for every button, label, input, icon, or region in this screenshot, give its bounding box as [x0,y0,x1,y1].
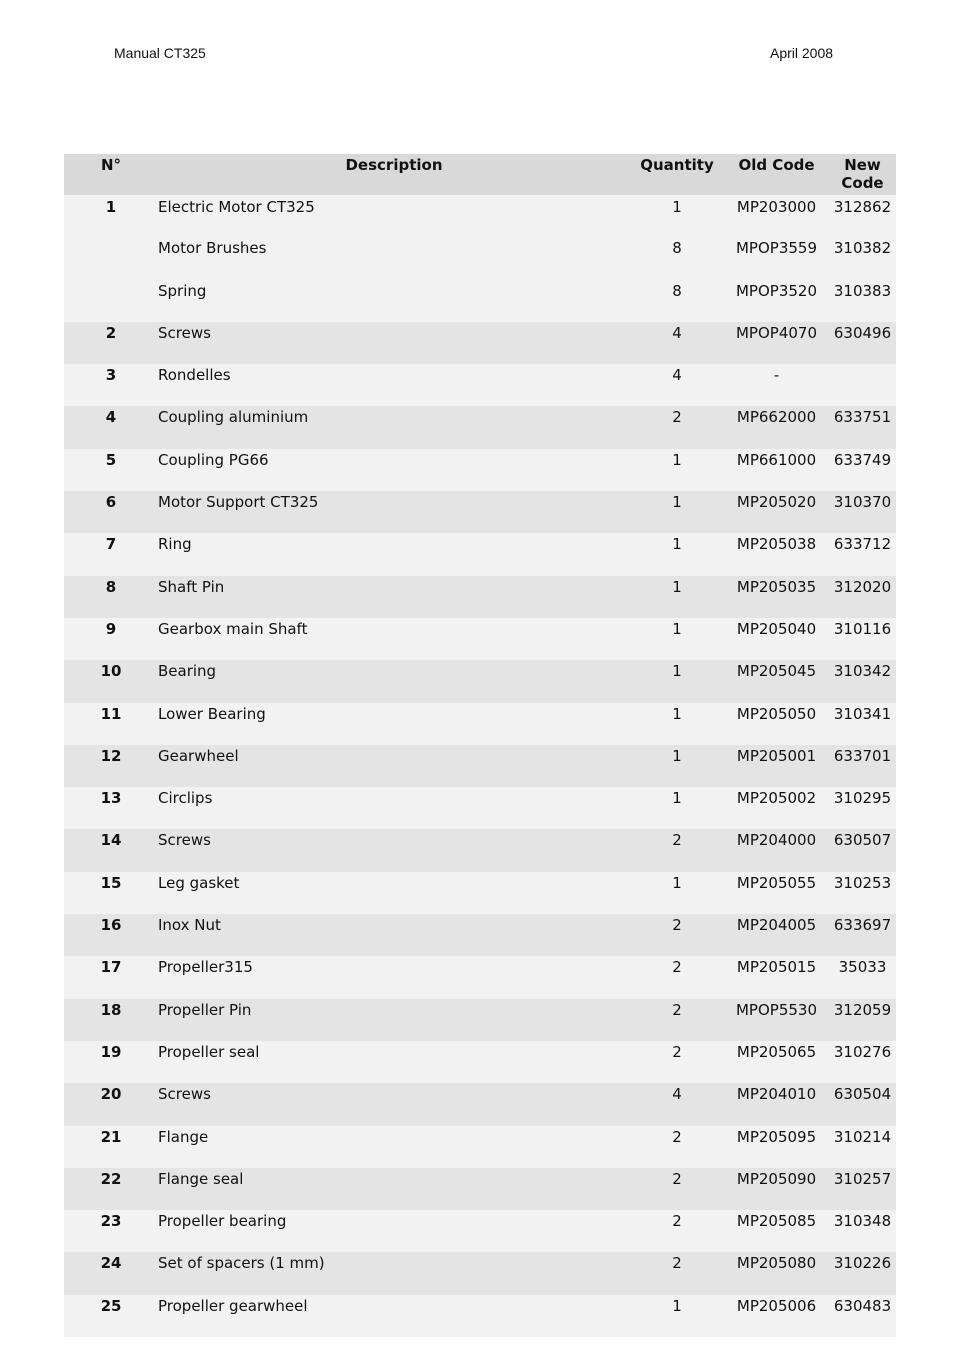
part-new-code: 633697 [833,916,892,935]
part-quantity: 2 [672,408,682,427]
part-old-code: MP205020 [736,493,817,512]
part-quantity: 2 [672,1127,682,1146]
part-old-code: MP204010 [736,1085,817,1104]
part-number: 16 [100,916,122,935]
part-quantity: 2 [672,1000,682,1019]
part-old-code: MP205065 [736,1042,817,1061]
parts-table-body [64,195,896,1337]
part-number: 13 [100,789,122,808]
part-description: Gearwheel [158,746,239,765]
table-row [64,1041,896,1083]
part-new-code: 312862 [833,198,892,216]
part-new-code: 633712 [833,535,892,554]
part-number: 17 [100,958,122,977]
table-row [64,999,896,1041]
part-old-code: MP205038 [736,535,817,554]
table-row [64,872,896,914]
parts-table-header [64,154,896,195]
part-quantity: 2 [672,1042,682,1061]
part-old-code: MP205006 [736,1296,817,1315]
part-number: 24 [100,1254,122,1273]
part-old-code: MPOP5530 [735,1000,817,1019]
table-row [64,195,896,237]
part-quantity: 2 [672,958,682,977]
part-quantity: 8 [672,239,682,258]
part-description: Rondelles [158,366,231,385]
table-row [64,280,896,322]
part-quantity: 1 [672,198,682,216]
part-description: Flange [158,1127,209,1146]
part-quantity: 1 [672,1296,682,1315]
part-number: 5 [105,450,117,469]
table-row [64,364,896,406]
part-old-code: MP204005 [736,916,817,935]
part-quantity: 1 [672,535,682,554]
part-description: Shaft Pin [158,577,225,596]
table-row [64,533,896,575]
part-new-code: 310116 [833,619,892,638]
part-number: 14 [100,831,122,850]
part-quantity: 2 [672,916,682,935]
part-quantity: 1 [672,704,682,723]
part-quantity: 1 [672,577,682,596]
part-quantity: 4 [672,1085,682,1104]
part-number [64,237,158,279]
part-new-code: 312020 [833,577,892,596]
part-number: 12 [100,746,122,765]
table-row [64,914,896,956]
part-old-code: MP205045 [736,662,817,681]
part-old-code: MP205040 [736,619,817,638]
part-description: Ring [158,535,192,554]
part-quantity: 2 [672,1254,682,1273]
part-quantity: 1 [672,746,682,765]
part-quantity: 4 [672,366,682,385]
part-new-code: 310226 [833,1254,892,1273]
part-old-code: MPOP3559 [735,239,817,258]
part-number: 10 [100,662,122,681]
table-row [64,576,896,618]
part-number: 9 [105,619,117,638]
part-quantity: 1 [672,789,682,808]
part-number [64,280,158,322]
part-description: Screws [158,323,211,342]
part-new-code: 310295 [833,789,892,808]
part-old-code: MP205035 [736,577,817,596]
column-header-quantity: Quantity [640,156,714,174]
table-row [64,449,896,491]
part-number: 2 [105,323,117,342]
part-quantity: 1 [672,493,682,512]
part-number: 23 [100,1212,122,1231]
document-date: April 2008 [770,45,834,61]
part-quantity: 4 [672,323,682,342]
part-description: Coupling PG66 [158,450,269,469]
part-new-code: 630504 [833,1085,892,1104]
part-new-code: 310370 [833,493,892,512]
part-old-code: MP203000 [736,198,817,216]
part-new-code: 310382 [833,239,892,258]
table-row [64,1210,896,1252]
table-row [64,618,896,660]
part-description: Motor Brushes [158,239,267,258]
column-header-new-code: New Code [841,156,884,192]
part-number: 15 [100,873,122,892]
part-new-code: 310257 [833,1169,892,1188]
part-new-code: 310276 [833,1042,892,1061]
table-row [64,1083,896,1125]
table-row [64,745,896,787]
part-old-code: MP205001 [736,746,817,765]
part-number: 20 [100,1085,122,1104]
table-row [64,703,896,745]
part-old-code: MP661000 [736,450,817,469]
part-new-code: 633751 [833,408,892,427]
document-title: Manual CT325 [114,45,206,61]
part-number: 1 [105,198,117,216]
part-old-code: MP205050 [736,704,817,723]
part-new-code: 630507 [833,831,892,850]
column-header-old-code: Old Code [738,156,815,174]
part-new-code: 630483 [833,1296,892,1315]
part-description: Set of spacers (1 mm) [158,1254,325,1273]
part-number: 4 [105,408,117,427]
part-quantity: 1 [672,450,682,469]
parts-table [64,154,896,1337]
table-row [64,491,896,533]
table-row [64,1252,896,1294]
part-quantity: 1 [672,619,682,638]
part-old-code: MP205095 [736,1127,817,1146]
part-new-code: 310348 [833,1212,892,1231]
column-header-description: Description [345,156,443,174]
part-new-code: 310341 [833,704,892,723]
part-description: Coupling aluminium [158,408,309,427]
part-description: Flange seal [158,1169,244,1188]
column-header-number: N° [100,156,122,174]
part-new-code: 310342 [833,662,892,681]
table-row [64,956,896,998]
part-new-code: 35033 [838,958,887,977]
part-number: 6 [105,493,117,512]
part-number: 19 [100,1042,122,1061]
table-row [64,1126,896,1168]
part-quantity: 2 [672,831,682,850]
table-row [64,1168,896,1210]
part-old-code: MPOP4070 [735,323,817,342]
part-new-code: 633749 [833,450,892,469]
table-row [64,406,896,448]
part-number: 22 [100,1169,122,1188]
table-row [64,660,896,702]
part-new-code [829,364,896,406]
part-number: 11 [100,704,122,723]
part-new-code: 310383 [833,281,892,300]
part-description: Bearing [158,662,217,681]
part-new-code: 630496 [833,323,892,342]
part-description: Lower Bearing [158,704,266,723]
part-number: 3 [105,366,117,385]
part-old-code: MP205002 [736,789,817,808]
part-description: Propeller315 [158,958,253,977]
part-description: Screws [158,1085,211,1104]
part-old-code: MP205085 [736,1212,817,1231]
part-number: 18 [100,1000,122,1019]
part-description: Propeller gearwheel [158,1296,308,1315]
part-number: 25 [100,1296,122,1315]
part-description: Motor Support CT325 [158,493,319,512]
part-description: Propeller seal [158,1042,260,1061]
table-row [64,322,896,364]
part-new-code: 310253 [833,873,892,892]
part-description: Propeller Pin [158,1000,252,1019]
part-new-code: 310214 [833,1127,892,1146]
table-row [64,1295,896,1337]
header-row [64,154,896,195]
part-quantity: 8 [672,281,682,300]
part-description: Propeller bearing [158,1212,287,1231]
part-number: 7 [105,535,117,554]
part-old-code: MP204000 [736,831,817,850]
part-description: Screws [158,831,211,850]
part-description: Electric Motor CT325 [158,198,315,216]
part-description: Spring [158,281,207,300]
part-number: 21 [100,1127,122,1146]
part-new-code: 633701 [833,746,892,765]
part-old-code: MPOP3520 [735,281,817,300]
part-old-code: MP205080 [736,1254,817,1273]
part-old-code: MP205055 [736,873,817,892]
part-new-code: 312059 [833,1000,892,1019]
part-quantity: 1 [672,662,682,681]
part-description: Circlips [158,789,213,808]
part-old-code: - [773,366,780,385]
part-old-code: MP205015 [736,958,817,977]
part-old-code: MP205090 [736,1169,817,1188]
part-quantity: 2 [672,1169,682,1188]
part-description: Inox Nut [158,916,221,935]
part-description: Leg gasket [158,873,240,892]
part-quantity: 1 [672,873,682,892]
part-description: Gearbox main Shaft [158,619,308,638]
part-old-code: MP662000 [736,408,817,427]
part-number: 8 [105,577,117,596]
table-row [64,829,896,871]
table-row [64,787,896,829]
part-quantity: 2 [672,1212,682,1231]
table-row [64,237,896,279]
